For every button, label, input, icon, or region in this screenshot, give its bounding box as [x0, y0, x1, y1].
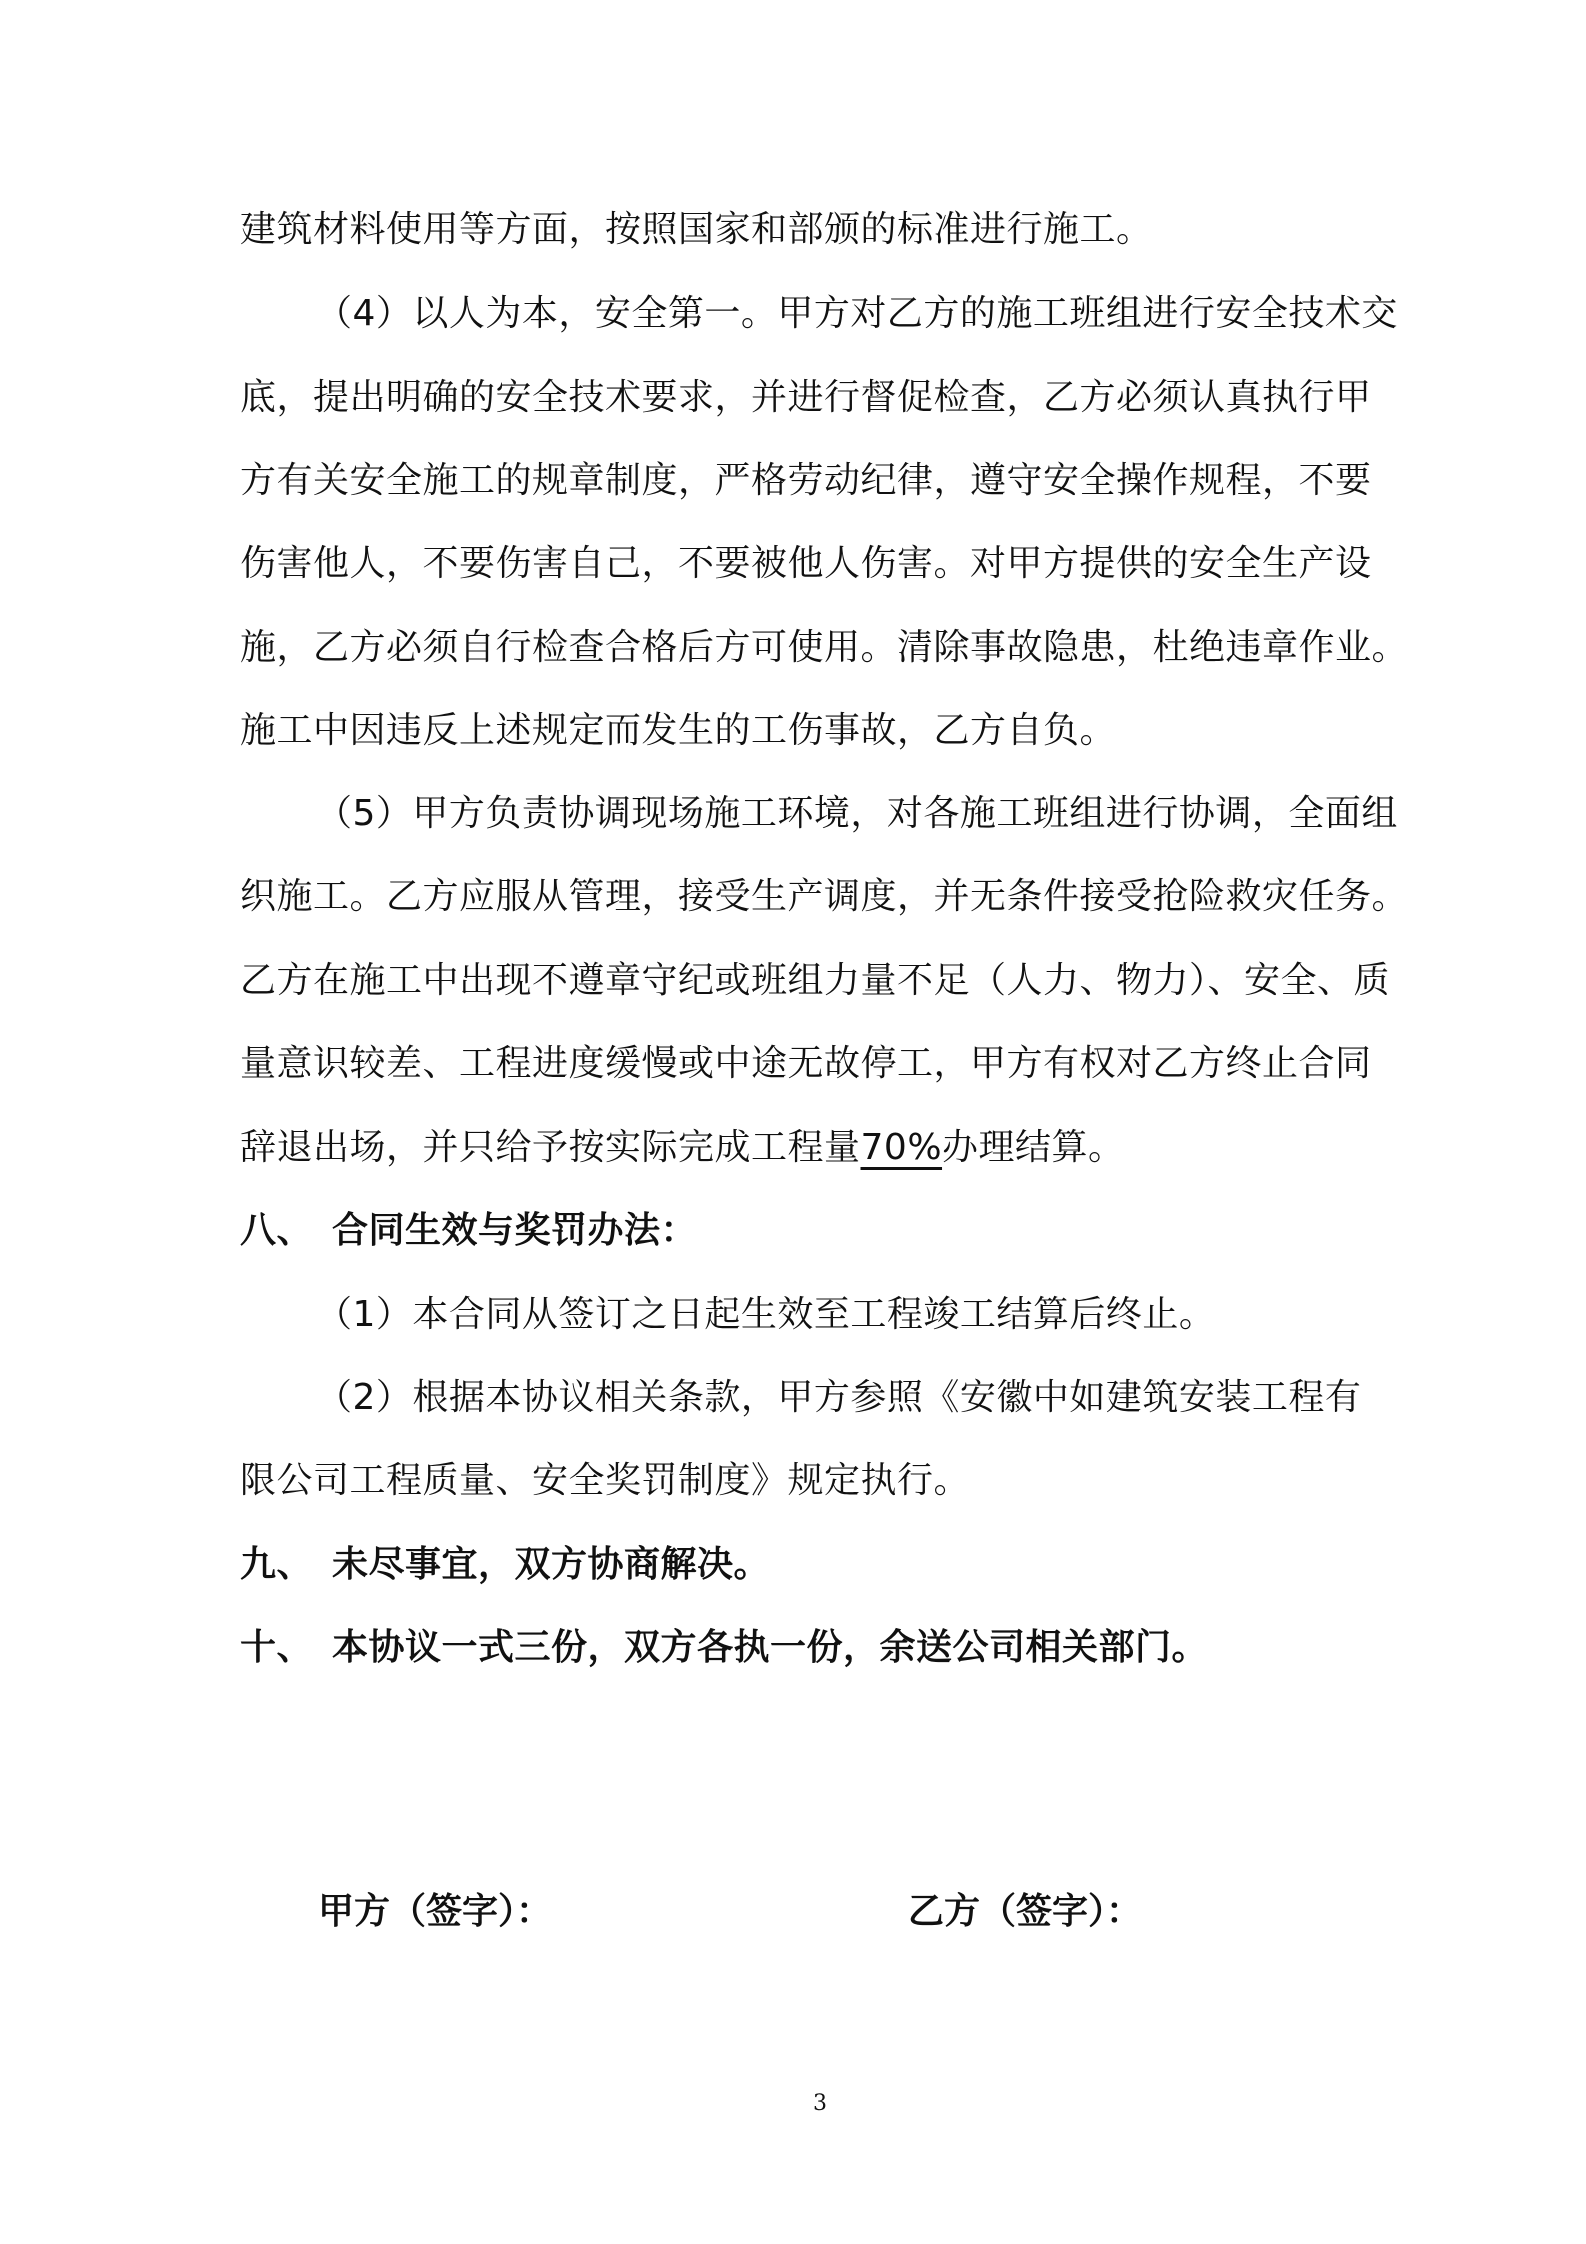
paragraph-line: 量意识较差、工程进度缓慢或中途无故停工，甲方有权对乙方终止合同 [240, 1043, 1372, 1084]
paragraph-line: 建筑材料使用等方面，按照国家和部颁的标准进行施工。 [240, 209, 1153, 250]
party-a-signature-label: 甲方（签字）： [318, 1891, 553, 1932]
line-text: 辞退出场，并只给予按实际完成工程量 [240, 1127, 861, 1168]
section-number: 九、 [240, 1544, 314, 1585]
section-heading-9 [240, 1541, 770, 1589]
section-number: 十、 [240, 1627, 314, 1668]
page-number: 3 [813, 2091, 827, 2116]
section-number: 八、 [240, 1210, 314, 1251]
paragraph-line: 乙方在施工中出现不遵章守纪或班组力量不足（人力、物力）、安全、质 [240, 960, 1391, 1001]
paragraph-line: 施工中因违反上述规定而发生的工伤事故，乙方自负。 [240, 710, 1117, 751]
paragraph-line [240, 1124, 1125, 1172]
paragraph-line: 施，乙方必须自行检查合格后方可使用。清除事故隐患，杜绝违章作业。 [240, 627, 1409, 668]
paragraph-line: 伤害他人，不要伤害自己，不要被他人伤害。对甲方提供的安全生产设 [240, 543, 1372, 584]
paragraph-line: （1）本合同从签订之日起生效至工程竣工结算后终止。 [316, 1294, 1216, 1335]
section-heading-10 [240, 1624, 1208, 1672]
paragraph-line: （5）甲方负责协调现场施工环境，对各施工班组进行协调，全面组 [316, 793, 1398, 834]
section-title: 未尽事宜，双方协商解决。 [332, 1544, 771, 1585]
section-title: 本协议一式三份，双方各执一份，余送公司相关部门。 [332, 1627, 1209, 1668]
paragraph-line: 限公司工程质量、安全奖罚制度》规定执行。 [240, 1460, 971, 1501]
paragraph-line: （4）以人为本，安全第一。甲方对乙方的施工班组进行安全技术交 [316, 293, 1398, 334]
party-b-signature-label: 乙方（签字）： [908, 1891, 1143, 1932]
section-heading-8 [240, 1207, 697, 1255]
section-title: 合同生效与奖罚办法： [332, 1210, 698, 1251]
paragraph-line: 方有关安全施工的规章制度，严格劳动纪律，遵守安全操作规程，不要 [240, 460, 1372, 501]
line-text: 办理结算。 [942, 1127, 1125, 1168]
paragraph-line: 织施工。乙方应服从管理，接受生产调度，并无条件接受抢险救灾任务。 [240, 876, 1409, 917]
paragraph-line: （2）根据本协议相关条款，甲方参照《安徽中如建筑安装工程有 [316, 1377, 1362, 1418]
paragraph-line: 底，提出明确的安全技术要求，并进行督促检查，乙方必须认真执行甲 [240, 377, 1372, 418]
settlement-percentage: 70% [860, 1127, 943, 1168]
